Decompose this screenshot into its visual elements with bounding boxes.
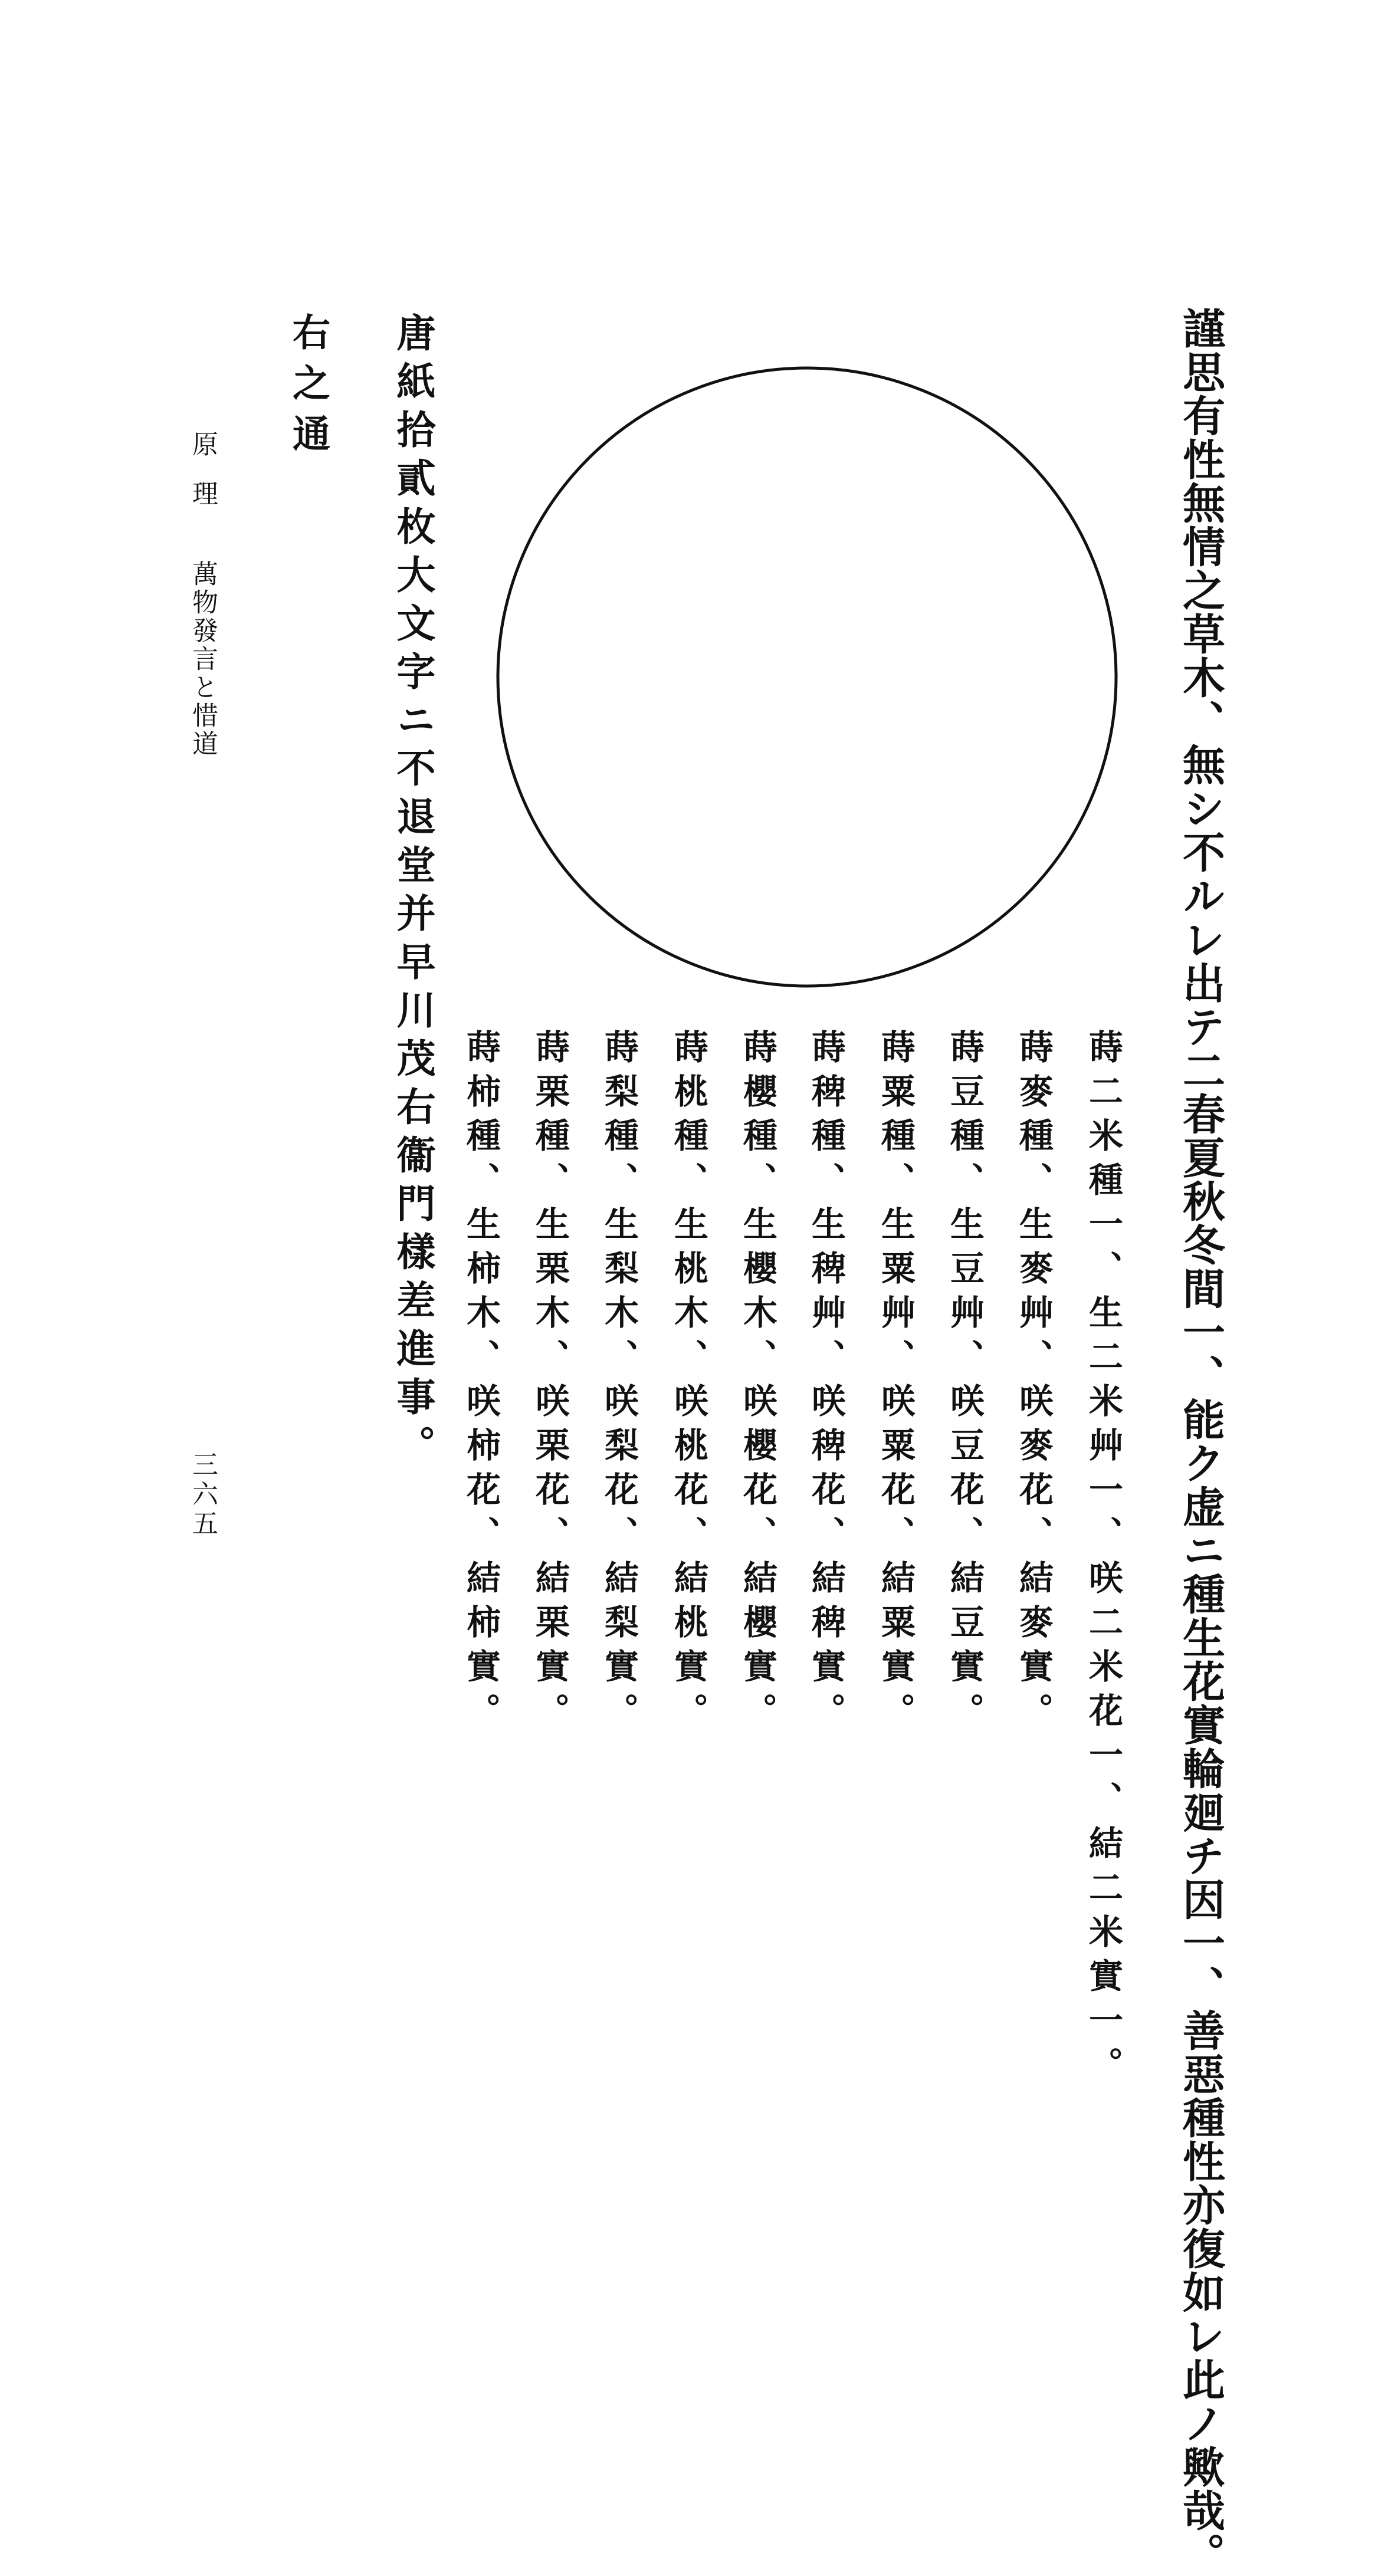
- running-head-title: 萬物發言と惜道: [188, 560, 218, 758]
- page-number: 三六五: [188, 1451, 218, 1539]
- closing-phrase: 右之通: [286, 313, 330, 465]
- circle-figure: [494, 364, 1120, 990]
- verse-line-8: 蒔梨種、生梨木、咲梨花、結梨實。: [599, 1029, 639, 1737]
- running-head-section: 原理: [188, 431, 218, 530]
- verse-line-6: 蒔櫻種、生櫻木、咲櫻花、結櫻實。: [737, 1029, 777, 1737]
- verse-line-1: 蒔二米種一、生二米艸一、咲二米花一、結二米實一。: [1083, 1029, 1123, 2091]
- verse-line-9: 蒔栗種、生栗木、咲栗花、結栗實。: [530, 1029, 570, 1737]
- main-text-line: 謹思有性無情之草木、無シ不ルレ出テ二春夏秋冬間一、能ク虚ニ種生花實輪廻チ因一、善惡種性亦復如レ此ノ歟哉。: [1176, 307, 1226, 2576]
- verse-line-10: 蒔柿種、生柿木、咲柿花、結柿實。: [461, 1029, 501, 1737]
- circle-outline: [498, 368, 1116, 986]
- closing-note: 唐紙拾貳枚大文字ニ不退堂并早川茂右衞門樣差進事。: [390, 313, 436, 1473]
- verse-line-7: 蒔桃種、生桃木、咲桃花、結桃實。: [668, 1029, 708, 1737]
- verse-line-5: 蒔稗種、生稗艸、咲稗花、結稗實。: [806, 1029, 846, 1737]
- verse-line-4: 蒔粟種、生粟艸、咲粟花、結粟實。: [875, 1029, 916, 1737]
- verse-line-2: 蒔麥種、生麥艸、咲麥花、結麥實。: [1013, 1029, 1054, 1737]
- verse-line-3: 蒔豆種、生豆艸、咲豆花、結豆實。: [944, 1029, 985, 1737]
